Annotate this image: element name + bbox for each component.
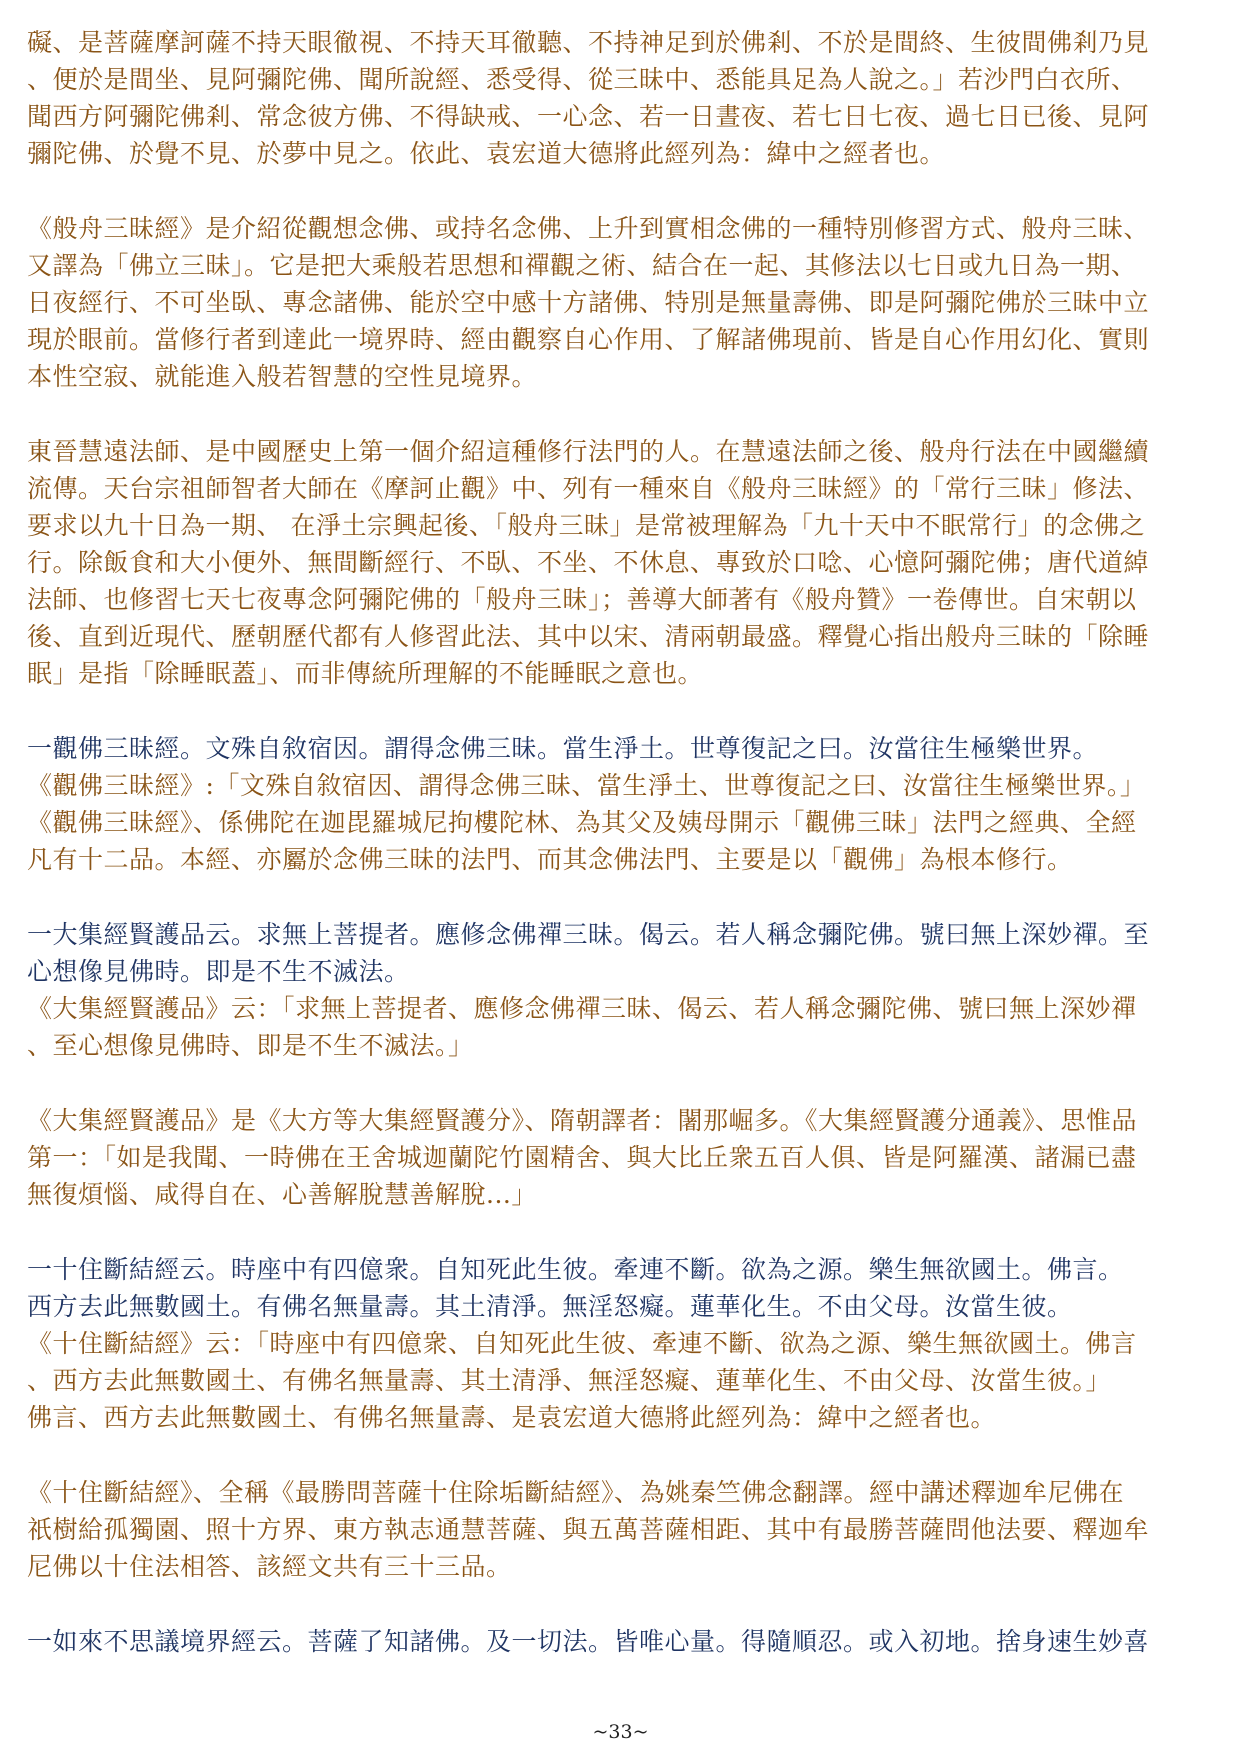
commentary-line: 佛言、西方去此無數國土、有佛名無量壽、是袁宏道大德將此經列為：緯中之經者也。	[27, 1403, 997, 1432]
text-line: 《十住斷結經》、全稱《最勝問菩薩十住除垢斷結經》、為姚秦竺佛念翻譯。經中講述釋迦牟尼佛在	[27, 1478, 1125, 1507]
document-body	[27, 24, 1217, 1698]
section-shizhu-duanjie-jing	[27, 1251, 1217, 1436]
text-line: 後、直到近現代、歷朝歷代都有人修習此法、其中以宋、清兩朝最盛。釋覺心指出般舟三昧的「除睡	[27, 622, 1150, 651]
text-line: 祇樹給孤獨園、照十方界、東方執志通慧菩薩、與五萬菩薩相距、其中有最勝菩薩問他法要、釋迦牟	[27, 1515, 1150, 1544]
paragraph-pratyutpanna-explanation	[27, 210, 1217, 395]
page-number: ~33~	[592, 1721, 649, 1743]
commentary-line: 《觀佛三昧經》:「文殊自敘宿因、謂得念佛三昧、當生淨土、世尊復記之曰、汝當往生極樂世界。」	[27, 771, 1146, 800]
text-line: 、便於是間坐、見阿彌陀佛、聞所說經、悉受得、從三昧中、悉能具足為人說之。」若沙門白衣所、	[27, 65, 1137, 94]
text-line: 礙、是菩薩摩訶薩不持天眼徹視、不持天耳徹聽、不持神足到於佛剎、不於是間終、生彼間佛剎乃見	[27, 28, 1150, 57]
text-line: 《大集經賢護品》是《大方等大集經賢護分》、隋朝譯者：闍那崛多。《大集經賢護分通義》、思惟品	[27, 1106, 1138, 1135]
commentary-line: 《十住斷結經》云：「時座中有四億衆、自知死此生彼、牽連不斷、欲為之源、樂生無欲國土。佛言	[27, 1329, 1137, 1358]
text-line: 第一：「如是我聞、一時佛在王舍城迦蘭陀竹園精舍、與大比丘衆五百人俱、皆是阿羅漢、諸漏已盡	[27, 1143, 1137, 1172]
text-line: 又譯為「佛立三昧」。它是把大乘般若思想和禪觀之術、結合在一起、其修法以七日或九日為一期、	[27, 251, 1137, 280]
scripture-line: 一觀佛三昧經。文殊自敘宿因。謂得念佛三昧。當生淨土。世尊復記之曰。汝當往生極樂世界。	[27, 734, 1099, 763]
scripture-line: 一十住斷結經云。時座中有四億衆。自知死此生彼。牽連不斷。欲為之源。樂生無欲國土。佛言。	[27, 1255, 1124, 1284]
section-guanfo-sanmei-jing	[27, 730, 1217, 878]
section-rulai-busiyi-jingjie-jing	[27, 1623, 1217, 1660]
text-line: 要求以九十日為一期、 在淨土宗興起後、「般舟三昧」是常被理解為「九十天中不眠常行」的念佛之	[27, 511, 1145, 540]
commentary-line: 《大集經賢護品》云：「求無上菩提者、應修念佛禪三昧、偈云、若人稱念彌陀佛、號曰無上深妙禪	[27, 994, 1137, 1023]
text-line: 彌陀佛、於覺不見、於夢中見之。依此、袁宏道大德將此經列為：緯中之經者也。	[27, 139, 946, 168]
text-line: 眠」是指「除睡眠蓋」、而非傳統所理解的不能睡眠之意也。	[27, 659, 704, 688]
text-line: 無復煩惱、咸得自在、心善解脫慧善解脫...」	[27, 1180, 537, 1209]
text-line: 東晉慧遠法師、是中國歷史上第一個介紹這種修行法門的人。在慧遠法師之後、般舟行法在中國繼續	[27, 437, 1150, 466]
text-line: 尼佛以十住法相答、該經文共有三十三品。	[27, 1552, 512, 1581]
scripture-line: 西方去此無數國土。有佛名無量壽。其土清淨。無淫怒癡。蓮華化生。不由父母。汝當生彼。	[27, 1292, 1073, 1321]
paragraph-pratyutpanna-intro-continued	[27, 24, 1217, 172]
text-line: 聞西方阿彌陀佛剎、常念彼方佛、不得缺戒、一心念、若一日晝夜、若七日七夜、過七日已後、見阿	[27, 102, 1150, 131]
section-daji-jing-xianhu-pin	[27, 916, 1217, 1064]
text-line: 流傳。天台宗祖師智者大師在《摩訶止觀》中、列有一種來自《般舟三昧經》的「常行三昧」修法、	[27, 474, 1150, 503]
text-line: 現於眼前。當修行者到達此一境界時、經由觀察自心作用、了解諸佛現前、皆是自心作用幻化、實則	[27, 325, 1150, 354]
text-line: 行。除飯食和大小便外、無間斷經行、不臥、不坐、不休息、專致於口唸、心憶阿彌陀佛；唐代道綽	[27, 548, 1150, 577]
commentary-line: 凡有十二品。本經、亦屬於念佛三昧的法門、而其念佛法門、主要是以「觀佛」為根本修行。	[27, 845, 1073, 874]
scripture-line: 一如來不思議境界經云。菩薩了知諸佛。及一切法。皆唯心量。得隨順忍。或入初地。捨身速生妙喜	[27, 1627, 1150, 1656]
commentary-line: 、西方去此無數國土、有佛名無量壽、其土清淨、無淫怒癡、蓮華化生、不由父母、汝當生彼。」	[27, 1366, 1112, 1395]
scripture-line: 一大集經賢護品云。求無上菩提者。應修念佛禪三昧。偈云。若人稱念彌陀佛。號曰無上深妙禪。至	[27, 920, 1150, 949]
paragraph-history	[27, 433, 1217, 692]
commentary-line: 《觀佛三昧經》、係佛陀在迦毘羅城尼拘樓陀林、為其父及姨母開示「觀佛三昧」法門之經典、全經	[27, 808, 1137, 837]
commentary-line: 、至心想像見佛時、即是不生不滅法。」	[27, 1031, 474, 1060]
paragraph-shizhu-explanation	[27, 1474, 1217, 1585]
text-line: 法師、也修習七天七夜專念阿彌陀佛的「般舟三昧」；善導大師著有《般舟贊》一卷傳世。自宋朝以	[27, 585, 1137, 614]
scripture-line: 心想像見佛時。即是不生不滅法。	[27, 957, 410, 986]
text-line: 《般舟三昧經》是介紹從觀想念佛、或持名念佛、上升到實相念佛的一種特別修習方式、般舟三昧、	[27, 214, 1150, 243]
text-line: 日夜經行、不可坐臥、專念諸佛、能於空中感十方諸佛、特別是無量壽佛、即是阿彌陀佛於三昧中立	[27, 288, 1150, 317]
text-line: 本性空寂、就能進入般若智慧的空性見境界。	[27, 362, 538, 391]
paragraph-xianhu-pin-explanation	[27, 1102, 1217, 1213]
